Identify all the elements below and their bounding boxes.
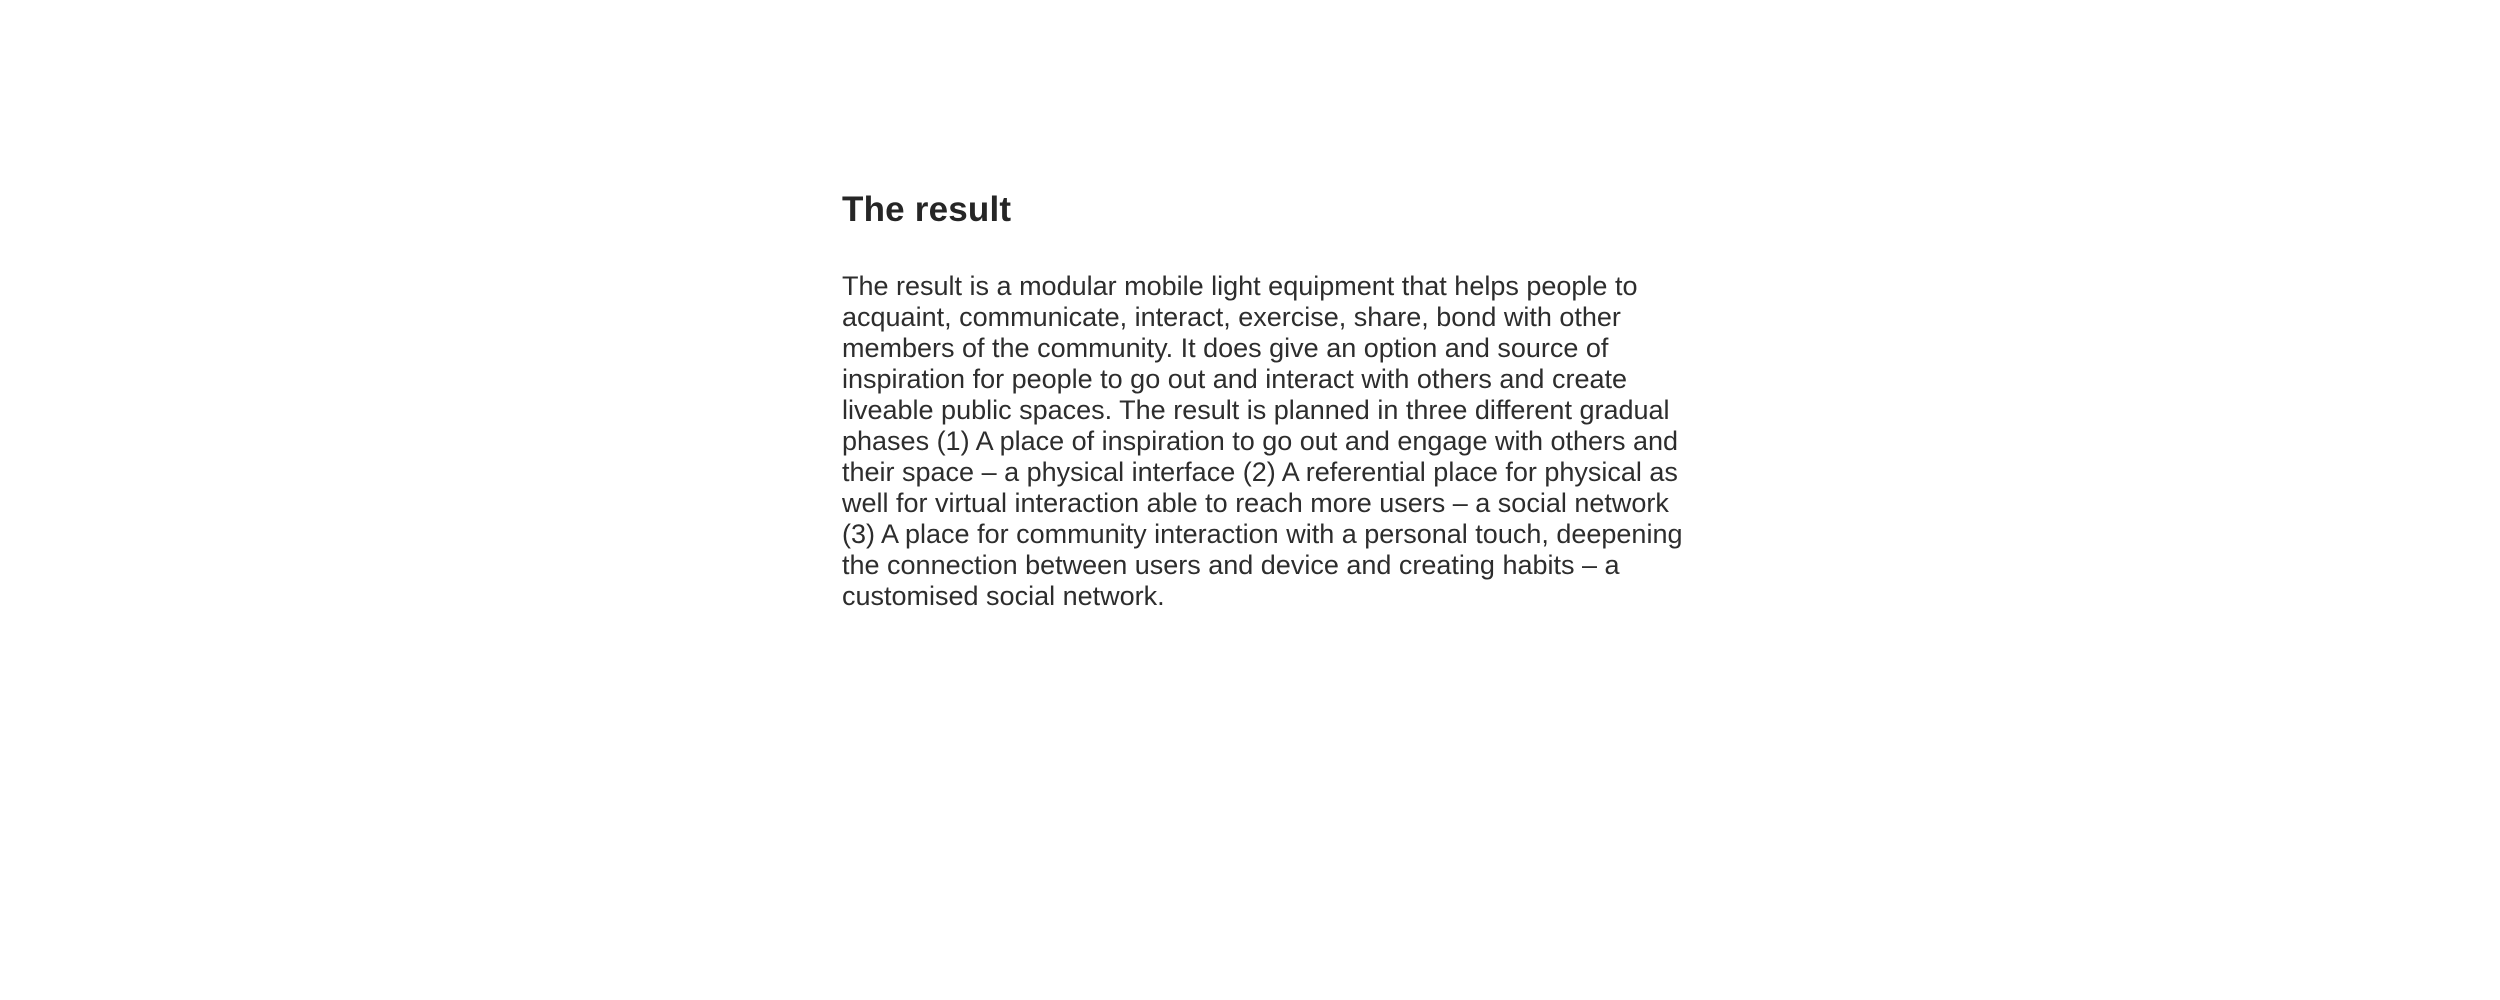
paragraph-line: well for virtual interaction able to reach more users – a social network [842, 488, 1669, 518]
result-section [842, 185, 1722, 612]
paragraph-line: phases (1) A place of inspiration to go out and engage with others and [842, 426, 1679, 456]
paragraph-line: members of the community. It does give an option and source of [842, 333, 1609, 363]
paragraph-line: acquaint, communicate, interact, exercise, share, bond with other [842, 302, 1621, 332]
paragraph-line: inspiration for people to go out and interact with others and create [842, 364, 1627, 394]
paragraph-line: customised social network. [842, 581, 1165, 611]
paragraph-line: liveable public spaces. The result is planned in three different gradual [842, 395, 1670, 425]
paragraph-line: The result is a modular mobile light equipment that helps people to [842, 271, 1638, 301]
section-title: The result [842, 190, 1012, 229]
section-paragraph [842, 271, 1722, 612]
paragraph-line: their space – a physical interface (2) A referential place for physical as [842, 457, 1678, 487]
paragraph-line: the connection between users and device and creating habits – a [842, 550, 1620, 580]
paragraph-line: (3) A place for community interaction with a personal touch, deepening [842, 519, 1683, 549]
